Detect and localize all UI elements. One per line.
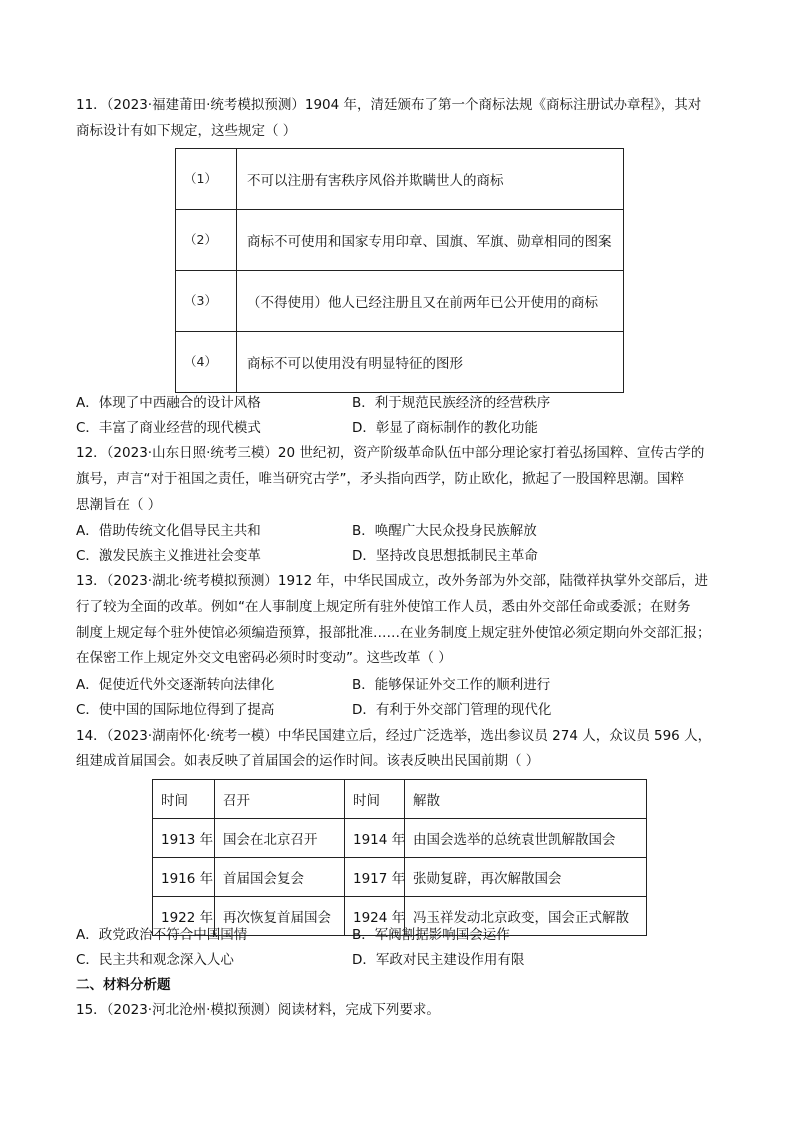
table-cell: 冯玉祥发动北京政变，国会正式解散 xyxy=(405,897,647,936)
rule-number: （3） xyxy=(176,271,237,332)
table-cell: 1922 年 xyxy=(153,897,215,936)
q13-stem-line4: 在保密工作上规定外交文电密码必须时时变动”。这些改革（ ） xyxy=(76,650,452,666)
table-cell: 由国会选举的总统袁世凯解散国会 xyxy=(405,819,647,858)
table-row xyxy=(153,858,647,897)
table-cell: 首届国会复会 xyxy=(215,858,345,897)
header-dissolve: 解散 xyxy=(405,780,647,819)
table-cell: 1916 年 xyxy=(153,858,215,897)
rule-number: （1） xyxy=(176,149,237,210)
table-row xyxy=(176,210,624,271)
header-convene: 召开 xyxy=(215,780,345,819)
section-heading: 二、材料分析题 xyxy=(76,977,171,993)
header-time: 时间 xyxy=(345,780,405,819)
q13-option-c[interactable]: C．使中国的国际地位得到了提高 xyxy=(76,702,275,718)
q13-option-b[interactable]: B．能够保证外交工作的顺利进行 xyxy=(352,677,551,693)
table-row xyxy=(176,271,624,332)
rule-text: （不得使用）他人已经注册且又在前两年已公开使用的商标 xyxy=(237,271,624,332)
q11-option-a[interactable]: A．体现了中西融合的设计风格 xyxy=(76,395,261,411)
table-header-row xyxy=(153,780,647,819)
rule-text: 商标不可以使用没有明显特征的图形 xyxy=(237,332,624,393)
q11-stem-line2: 商标设计有如下规定，这些规定（ ） xyxy=(76,123,297,139)
q12-stem-line3: 思潮旨在（ ） xyxy=(76,497,162,513)
q12-option-a[interactable]: A．借助传统文化倡导民主共和 xyxy=(76,523,261,539)
parliament-timeline-table xyxy=(152,779,647,936)
table-cell: 国会在北京召开 xyxy=(215,819,345,858)
table-row xyxy=(176,149,624,210)
q14-stem-line2: 组建成首届国会。如表反映了首届国会的运作时间。该表反映出民国前期（ ） xyxy=(76,753,540,769)
header-time: 时间 xyxy=(153,780,215,819)
q15-stem-line1: 15．（2023·河北沧州·模拟预测）阅读材料，完成下列要求。 xyxy=(76,1002,440,1018)
q13-stem-line2: 行了较为全面的改革。例如“在人事制度上规定所有驻外使馆工作人员，悉由外交部任命或委派；在财务 xyxy=(76,599,691,615)
q12-option-c[interactable]: C．激发民族主义推进社会变革 xyxy=(76,548,261,564)
q14-option-b[interactable]: B．军阀割据影响国会运作 xyxy=(352,927,510,943)
table-row xyxy=(176,332,624,393)
table-cell: 再次恢复首届国会 xyxy=(215,897,345,936)
q14-option-d[interactable]: D．军政对民主建设作用有限 xyxy=(352,952,525,968)
table-cell: 1924 年 xyxy=(345,897,405,936)
q12-stem-line2: 旗号，声言“对于祖国之责任，唯当研究古学”，矛头指向西学，防止欧化，掀起了一股国粹思潮。国粹 xyxy=(76,471,684,487)
rule-text: 不可以注册有害秩序风俗并欺瞒世人的商标 xyxy=(237,149,624,210)
rule-text: 商标不可使用和国家专用印章、国旗、军旗、勋章相同的图案 xyxy=(237,210,624,271)
q14-stem-line1: 14．（2023·湖南怀化·统考一模）中华民国建立后，经过广泛选举，选出参议员 274 人，众议员 596 人， xyxy=(76,728,712,744)
q13-option-a[interactable]: A．促使近代外交逐渐转向法律化 xyxy=(76,677,275,693)
q14-option-a[interactable]: A．政党政治不符合中国国情 xyxy=(76,927,248,943)
q13-stem-line3: 制度上规定每个驻外使馆必须编造预算，报部批准……在业务制度上规定驻外使馆必须定期向外交部汇报； xyxy=(76,625,711,641)
q11-option-d[interactable]: D．彰显了商标制作的教化功能 xyxy=(352,420,538,436)
q12-stem-line1: 12．（2023·山东日照·统考三模）20 世纪初，资产阶级革命队伍中部分理论家打着弘扬国粹、宣传古学的 xyxy=(76,445,705,461)
q13-option-d[interactable]: D．有利于外交部门管理的现代化 xyxy=(352,702,552,718)
table-cell: 1913 年 xyxy=(153,819,215,858)
q11-option-c[interactable]: C．丰富了商业经营的现代模式 xyxy=(76,420,261,436)
q11-option-b[interactable]: B．利于规范民族经济的经营秩序 xyxy=(352,395,551,411)
trademark-rules-table xyxy=(175,148,624,393)
rule-number: （4） xyxy=(176,332,237,393)
rule-number: （2） xyxy=(176,210,237,271)
q13-stem-line1: 13．（2023·湖北·统考模拟预测）1912 年，中华民国成立，改外务部为外交部，陆徵祥执掌外交部后，进 xyxy=(76,573,709,589)
table-cell: 1914 年 xyxy=(345,819,405,858)
table-cell: 张勋复辟，再次解散国会 xyxy=(405,858,647,897)
table-row xyxy=(153,819,647,858)
q12-option-d[interactable]: D．坚持改良思想抵制民主革命 xyxy=(352,548,538,564)
q14-option-c[interactable]: C．民主共和观念深入人心 xyxy=(76,952,234,968)
q11-stem-line1: 11．（2023·福建莆田·统考模拟预测）1904 年，清廷颁布了第一个商标法规《商标注册试办章程》，其对 xyxy=(76,97,702,113)
q12-option-b[interactable]: B．唤醒广大民众投身民族解放 xyxy=(352,523,537,539)
table-cell: 1917 年 xyxy=(345,858,405,897)
